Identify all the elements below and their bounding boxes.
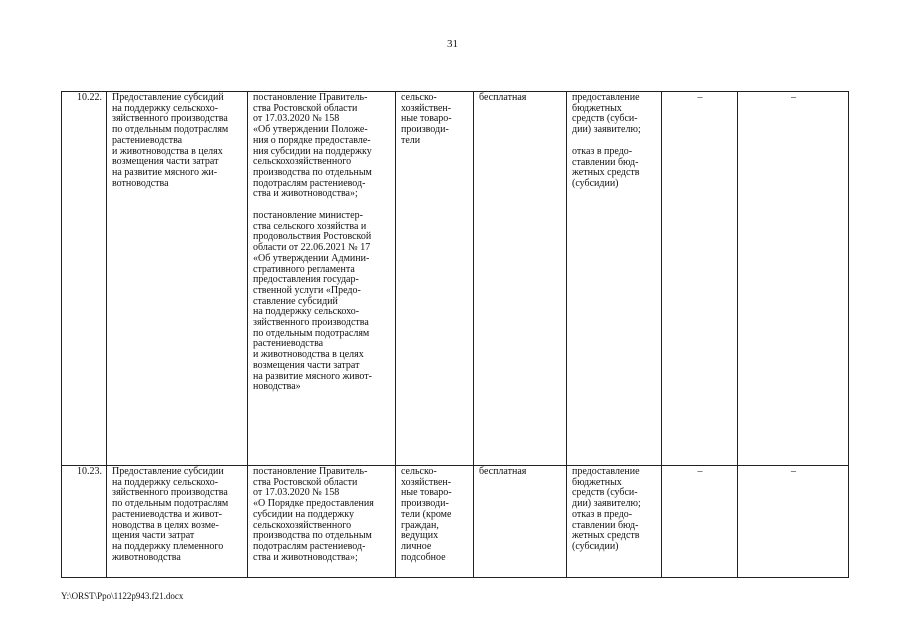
result-cell — [567, 466, 662, 578]
table-row — [62, 92, 849, 466]
fee-cell — [474, 466, 567, 578]
service-name: Предоставление субсидии на поддержку сельскохо- зяйственного производства по отдельным подотраслям растениеводства и живот- новодства в целях возме- щения части затрат на поддержку племенного животноводства — [112, 466, 229, 563]
services-table — [61, 91, 849, 578]
fee-text: бесплатная — [479, 92, 527, 103]
result-paragraph: предоставление бюджетных средств (субси- дии) заявителю; отказ в предо- ставлении бюд- жетных средств (субсидии) — [572, 466, 641, 552]
column-8-cell — [738, 92, 849, 466]
fee-cell — [474, 92, 567, 466]
legal-basis-cell — [248, 92, 396, 466]
applicants-cell — [396, 92, 474, 466]
fee-text: бесплатная — [479, 466, 527, 477]
dash-value: – — [791, 92, 796, 103]
legal-basis-paragraph: постановление Правитель- ства Ростовской области от 17.03.2020 № 158 «Об утверждении Положе- ния о порядке предоставле- ния субсидии на поддержку сельскохозяйственного производства по отдельным подотраслям растениевод- ства и животноводства»; — [253, 92, 372, 200]
result-paragraph: предоставление бюджетных средств (субси- дии) заявителю; — [572, 92, 641, 136]
row-number: 10.22. — [77, 92, 102, 103]
service-name-cell — [107, 92, 248, 466]
legal-basis-cell — [248, 466, 396, 578]
table-row — [62, 466, 849, 578]
dash-value: – — [791, 466, 796, 477]
row-number-cell — [62, 92, 107, 466]
column-7-cell — [662, 466, 738, 578]
file-path-footer: Y:\ORST\Ppo\1122p943.f21.docx — [61, 591, 184, 601]
applicants-text: сельско- хозяйствен- ные товаро- производи- тели (кроме граждан, ведущих личное подсобное — [401, 466, 452, 563]
dash-value: – — [697, 466, 703, 477]
result-paragraph: отказ в предо- ставлении бюд- жетных средств (субсидии) — [572, 145, 640, 189]
legal-basis-paragraph: постановление министер- ства сельского хозяйства и продовольствия Ростовской области от 22.06.2021 № 17 «Об утверждении Админи- стративного регламента предоставления государ- ственной услуги «Предо- ставление субсидий на поддержку сельскохо- зяйственного производства по отдельным подотраслям растениеводства и животноводства в целях возмещения части затрат на развитие мясного живот- новодства» — [253, 210, 372, 393]
service-name-cell — [107, 466, 248, 578]
service-name: Предоставление субсидий на поддержку сельскохо- зяйственного производства по отдельным подотраслям растениеводства и животноводства в целях возмещения части затрат на развитие мясного жи- вотноводства — [112, 92, 229, 189]
row-number-cell — [62, 466, 107, 578]
dash-value: – — [697, 92, 703, 103]
legal-basis-paragraph: постановление Правитель- ства Ростовской области от 17.03.2020 № 158 «О Порядке предоставления субсидии на поддержку сельскохозяйственного производства по отдельным подотраслям растениевод- ства и животноводства»; — [253, 466, 374, 563]
row-number: 10.23. — [77, 466, 102, 477]
applicants-text: сельско- хозяйствен- ные товаро- производи- тели — [401, 92, 452, 146]
result-cell — [567, 92, 662, 466]
page-number: 31 — [447, 38, 458, 50]
column-8-cell — [738, 466, 849, 578]
applicants-cell — [396, 466, 474, 578]
column-7-cell — [662, 92, 738, 466]
